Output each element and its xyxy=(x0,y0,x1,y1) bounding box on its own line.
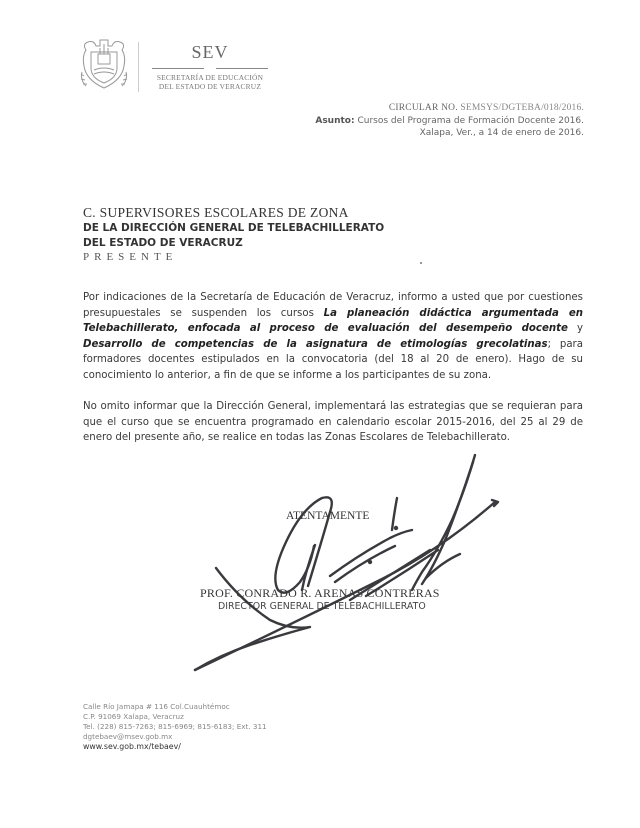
subject-line xyxy=(315,116,584,126)
footer-email: dgtebaev@msev.gob.mx xyxy=(83,732,173,741)
handwritten-signature xyxy=(190,450,510,690)
subject-text: Cursos del Programa de Formación Docente 2016. xyxy=(357,116,584,126)
org-short-name: SEV xyxy=(191,42,229,62)
circular-code: SEMSYS/DGTEBA/018/2016. xyxy=(460,103,584,113)
course-title-1: La planeación didáctica argumentada en Telebachillerato, enfocada al proceso de evaluación del desempeño docente xyxy=(83,307,583,334)
closing-salutation: ATENTAMENTE xyxy=(286,510,370,522)
para1-text-b: y xyxy=(567,323,583,334)
org-rule xyxy=(150,68,270,69)
footer-phone: Tel. (228) 815-7263; 815-6969; 815-6183; Ext. 311 xyxy=(83,722,267,731)
addressee-presente: PRESENTE xyxy=(83,251,178,263)
footer-website: www.sev.gob.mx/tebaev/ xyxy=(83,742,181,751)
addressee-line2: DE LA DIRECCIÓN GENERAL DE TELEBACHILLERATO xyxy=(83,222,385,234)
addressee-title: C. SUPERVISORES ESCOLARES DE ZONA xyxy=(83,205,349,220)
body-paragraph-1 xyxy=(83,290,583,383)
para1-text-a: Por indicaciones de la Secretaría de Educación de Veracruz, informo a usted que por cuestiones presupuestales se suspenden los cursos xyxy=(83,292,583,319)
circular-label: CIRCULAR NO. xyxy=(388,103,458,113)
footer-address-street: Calle Río Jamapa # 116 Col.Cuauhtémoc xyxy=(83,702,230,711)
subject-label: Asunto: xyxy=(315,116,355,126)
logo-divider xyxy=(138,42,139,92)
para1-text-c: ; para formadores docentes estipulados en la convocatoria (del 18 al 20 de enero). Hago de su conocimiento lo anterior, a fin de que se informe a los participantes de su zona. xyxy=(83,338,583,381)
scan-speck xyxy=(420,262,422,264)
date-line: Xalapa, Ver., a 14 de enero de 2016. xyxy=(419,128,584,138)
signer-name: PROF. CONRADO R. ARENAS CONTRERAS xyxy=(200,586,440,600)
circular-number xyxy=(389,103,584,113)
body-paragraph-2: No omito informar que la Dirección General, implementará las estrategias que se requieran para que el curso que se encuentra programado en calendario escolar 2015-2016, del 25 al 29 de enero del presente año, se realice en todas las Zonas Escolares de Telebachillerato. xyxy=(83,401,583,443)
org-name-line2: DEL ESTADO DE VERACRUZ xyxy=(158,82,262,91)
footer-address-city: C.P. 91069 Xalapa, Veracruz xyxy=(83,712,184,721)
org-name-line1: SECRETARÍA DE EDUCACIÓN xyxy=(156,73,264,82)
signer-role: DIRECTOR GENERAL DE TELEBACHILLERATO xyxy=(218,601,426,612)
course-title-2: Desarrollo de competencias de la asignatura de etimologías grecolatinas xyxy=(83,338,548,350)
addressee-line3: DEL ESTADO DE VERACRUZ xyxy=(83,237,243,249)
coat-of-arms-icon xyxy=(78,36,130,92)
